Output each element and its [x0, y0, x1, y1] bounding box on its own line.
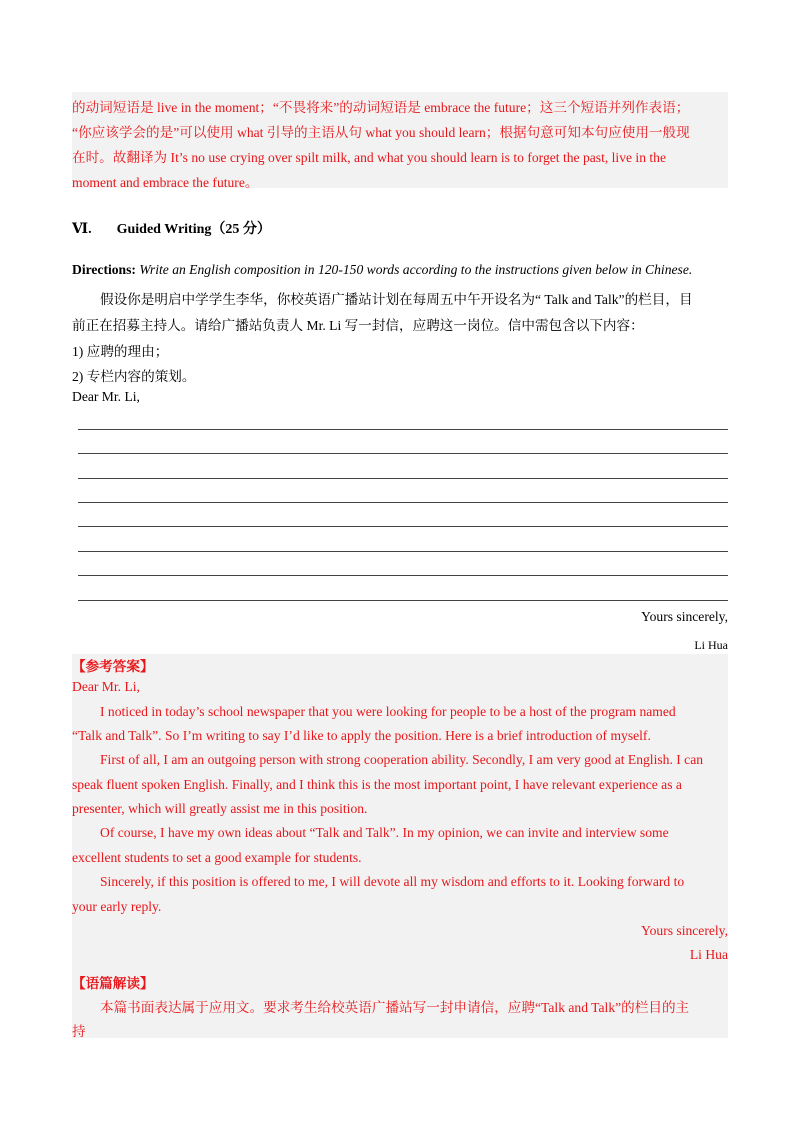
prompt-line: 前正在招募主持人。请给广播站负责人 Mr. Li 写一封信，应聘这一岗位。信中需包含以下内容： [72, 318, 644, 333]
letter-signature: Li Hua [694, 638, 728, 652]
analysis-label: 【语篇解读】 [72, 976, 154, 991]
analysis-line: 持 [72, 1024, 86, 1039]
directions-label: Directions: [72, 262, 136, 277]
prompt-line: 假设你是明启中学学生李华，你校英语广播站计划在每周五中午开设名为“ Talk and Talk”的栏目，目 [100, 292, 693, 307]
reference-line: speak fluent spoken English. Finally, and I think this is the most important point, I have relevant experience as a [72, 777, 682, 792]
reference-line: presenter, which will greatly assist me in this position. [72, 801, 368, 816]
letter-closing: Yours sincerely, [641, 609, 728, 624]
writing-line [78, 429, 728, 430]
writing-line [78, 478, 728, 479]
reference-line: I noticed in today’s school newspaper that you were looking for people to be a host of the program named [100, 704, 676, 719]
directions [72, 262, 728, 278]
writing-line [78, 453, 728, 454]
reference-answer-label: 【参考答案】 [72, 659, 154, 674]
reference-line: excellent students to set a good example for students. [72, 850, 362, 865]
reference-line: “Talk and Talk”. So I’m writing to say I’d like to apply the position. Here is a brief introduction of myself. [72, 728, 651, 743]
prompt-item: 2) 专栏内容的策划。 [72, 369, 196, 384]
answer-line: moment and embrace the future。 [72, 175, 259, 190]
section-heading [72, 218, 271, 238]
letter-salutation: Dear Mr. Li, [72, 389, 140, 404]
writing-line [78, 526, 728, 527]
writing-line [78, 551, 728, 552]
answer-line: “你应该学会的是”可以使用 what 引导的主语从句 what you should learn；根据句意可知本句应使用一般现 [72, 125, 690, 140]
section-title: Guided Writing（25 分） [116, 222, 271, 237]
directions-text: Write an English composition in 120-150 words according to the instructions given below in Chinese. [139, 262, 693, 277]
reference-line: Of course, I have my own ideas about “Talk and Talk”. In my opinion, we can invite and interview some [100, 825, 669, 840]
reference-closing: Yours sincerely, [641, 923, 728, 938]
analysis-line: 本篇书面表达属于应用文。要求考生给校英语广播站写一封申请信，应聘“Talk and Talk”的栏目的主 [100, 1000, 690, 1015]
prompt-item: 1) 应聘的理由； [72, 344, 169, 359]
writing-line [78, 600, 728, 601]
reference-line: your early reply. [72, 899, 162, 914]
reference-line: Sincerely, if this position is offered to me, I will devote all my wisdom and efforts to it. Looking forward to [100, 874, 685, 889]
reference-salutation: Dear Mr. Li, [72, 679, 140, 694]
writing-line [78, 575, 728, 576]
answer-line: 在时。故翻译为 It’s no use crying over spilt milk, and what you should learn is to forget the past, live in the [72, 150, 667, 165]
reference-line: First of all, I am an outgoing person with strong cooperation ability. Secondly, I am very good at English. I can [100, 752, 704, 767]
section-number: Ⅵ. [72, 222, 92, 237]
answer-line: 的动词短语是 live in the moment；“不畏将来”的动词短语是 embrace the future；这三个短语并列作表语； [72, 100, 690, 115]
reference-signature: Li Hua [689, 947, 728, 962]
writing-line [78, 502, 728, 503]
